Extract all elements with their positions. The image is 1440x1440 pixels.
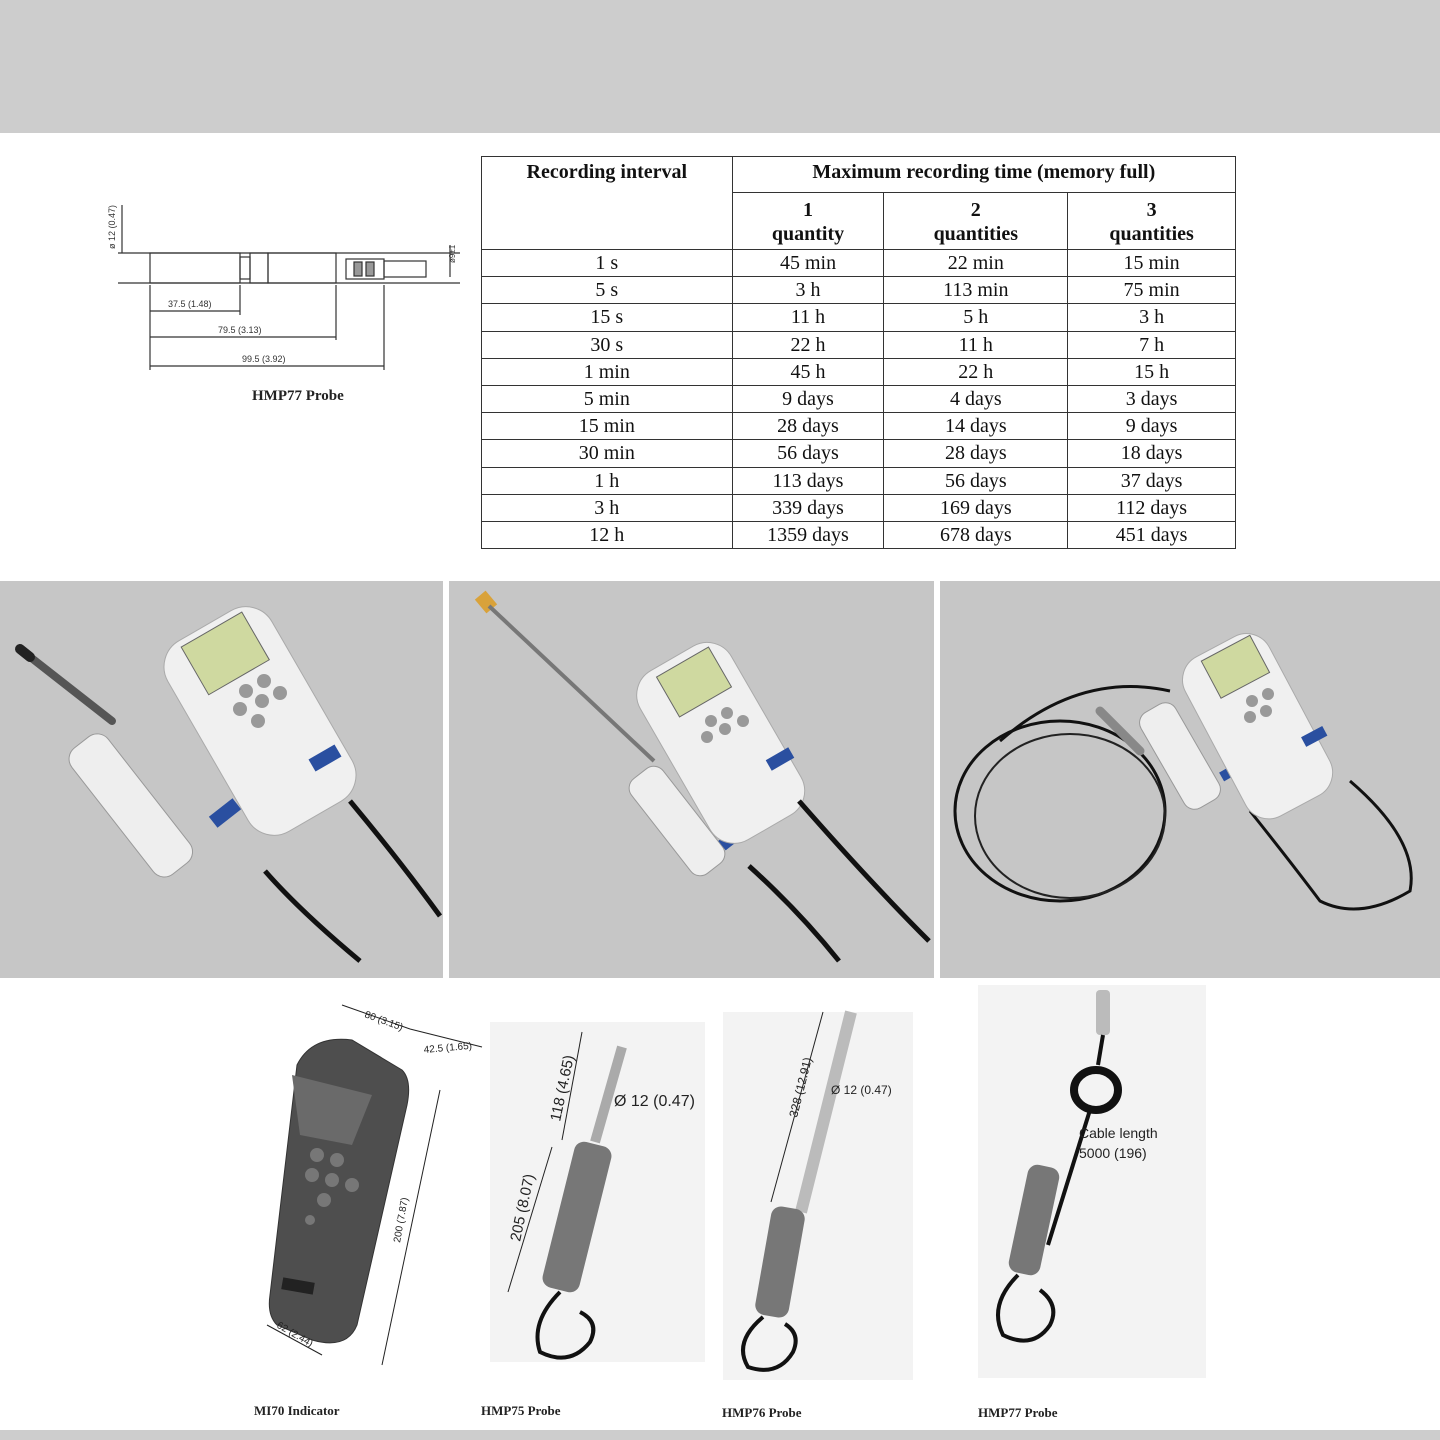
hmp77-side-label: ø9±1 bbox=[448, 244, 457, 263]
hmp77-dim-1: 37.5 (1.48) bbox=[168, 299, 212, 309]
interval-cell: 5 s bbox=[482, 277, 733, 304]
subheader-3: 3 quantities bbox=[1068, 193, 1236, 250]
interval-cell: 3 h bbox=[482, 494, 733, 521]
time-cell: 5 h bbox=[884, 304, 1068, 331]
table-row bbox=[482, 467, 1236, 494]
table-row bbox=[482, 277, 1236, 304]
hmp77-dimension-drawing bbox=[107, 185, 470, 415]
table-row bbox=[482, 385, 1236, 412]
interval-cell: 30 s bbox=[482, 331, 733, 358]
mi70-dim-width: 80 (3.15) bbox=[362, 1009, 405, 1034]
bottom-gray-strip bbox=[0, 1430, 1440, 1440]
hmp77-cable-length-value: 5000 (196) bbox=[1079, 1145, 1147, 1161]
interval-cell: 15 s bbox=[482, 304, 733, 331]
hmp76-dim-diameter: Ø 12 (0.47) bbox=[831, 1083, 892, 1097]
hmp75-caption: HMP75 Probe bbox=[481, 1403, 561, 1418]
hmp75-dim-diameter: Ø 12 (0.47) bbox=[614, 1093, 695, 1110]
time-cell: 22 min bbox=[884, 250, 1068, 277]
time-cell: 3 h bbox=[1068, 304, 1236, 331]
time-cell: 37 days bbox=[1068, 467, 1236, 494]
time-cell: 339 days bbox=[732, 494, 884, 521]
hmp77-dim-2: 79.5 (3.13) bbox=[218, 325, 262, 335]
interval-cell: 1 h bbox=[482, 467, 733, 494]
time-cell: 112 days bbox=[1068, 494, 1236, 521]
interval-cell: 1 min bbox=[482, 358, 733, 385]
hmp75-drawing bbox=[490, 1022, 705, 1362]
time-cell: 28 days bbox=[884, 440, 1068, 467]
recording-table-body bbox=[482, 250, 1236, 549]
photo-mi70-hmp75 bbox=[0, 581, 443, 978]
time-cell: 45 min bbox=[732, 250, 884, 277]
interval-cell: 12 h bbox=[482, 521, 733, 548]
time-cell: 15 min bbox=[1068, 250, 1236, 277]
mi70-dim-base: 62 (2.44) bbox=[274, 1320, 315, 1350]
hmp77-photo-drawing bbox=[978, 985, 1206, 1378]
interval-cell: 15 min bbox=[482, 413, 733, 440]
mi70-dim-depth: 42.5 (1.65) bbox=[423, 1040, 473, 1056]
header-max-recording-time: Maximum recording time (memory full) bbox=[732, 157, 1235, 193]
header-recording-interval: Recording interval bbox=[482, 157, 733, 250]
time-cell: 3 days bbox=[1068, 385, 1236, 412]
time-cell: 18 days bbox=[1068, 440, 1236, 467]
time-cell: 22 h bbox=[884, 358, 1068, 385]
subheader-1: 1 quantity bbox=[732, 193, 884, 250]
time-cell: 22 h bbox=[732, 331, 884, 358]
hmp76-dim-length: 328 (12.91) bbox=[786, 1055, 815, 1119]
time-cell: 169 days bbox=[884, 494, 1068, 521]
hmp76-drawing bbox=[723, 1012, 913, 1380]
interval-cell: 1 s bbox=[482, 250, 733, 277]
interval-cell: 5 min bbox=[482, 385, 733, 412]
table-row bbox=[482, 494, 1236, 521]
hmp76-caption: HMP76 Probe bbox=[722, 1405, 802, 1420]
hmp77-caption: HMP77 Probe bbox=[978, 1405, 1058, 1420]
photo-mi70-hmp76 bbox=[449, 581, 934, 978]
interval-cell: 30 min bbox=[482, 440, 733, 467]
mi70-drawing bbox=[252, 995, 484, 1375]
time-cell: 9 days bbox=[732, 385, 884, 412]
table-row bbox=[482, 413, 1236, 440]
hmp77-cable-length-label: Cable length bbox=[1079, 1125, 1158, 1141]
hmp77-diameter-label: ø 12 (0.47) bbox=[107, 204, 117, 249]
time-cell: 11 h bbox=[884, 331, 1068, 358]
mi70-caption: MI70 Indicator bbox=[254, 1403, 340, 1418]
recording-time-table bbox=[481, 156, 1236, 549]
photo-mi70-hmp77 bbox=[940, 581, 1440, 978]
time-cell: 56 days bbox=[732, 440, 884, 467]
time-cell: 14 days bbox=[884, 413, 1068, 440]
time-cell: 1359 days bbox=[732, 521, 884, 548]
time-cell: 56 days bbox=[884, 467, 1068, 494]
time-cell: 15 h bbox=[1068, 358, 1236, 385]
time-cell: 678 days bbox=[884, 521, 1068, 548]
time-cell: 113 min bbox=[884, 277, 1068, 304]
hmp75-dim-body: 205 (8.07) bbox=[507, 1172, 539, 1243]
time-cell: 28 days bbox=[732, 413, 884, 440]
table-row bbox=[482, 358, 1236, 385]
time-cell: 7 h bbox=[1068, 331, 1236, 358]
time-cell: 451 days bbox=[1068, 521, 1236, 548]
time-cell: 11 h bbox=[732, 304, 884, 331]
table-row bbox=[482, 521, 1236, 548]
time-cell: 9 days bbox=[1068, 413, 1236, 440]
hmp75-dim-tip: 118 (4.65) bbox=[547, 1053, 578, 1123]
table-row bbox=[482, 304, 1236, 331]
time-cell: 3 h bbox=[732, 277, 884, 304]
table-row bbox=[482, 440, 1236, 467]
subheader-2: 2 quantities bbox=[884, 193, 1068, 250]
table-row bbox=[482, 250, 1236, 277]
hmp77-dim-3: 99.5 (3.92) bbox=[242, 354, 286, 364]
table-row bbox=[482, 331, 1236, 358]
time-cell: 113 days bbox=[732, 467, 884, 494]
time-cell: 4 days bbox=[884, 385, 1068, 412]
time-cell: 45 h bbox=[732, 358, 884, 385]
top-gray-band bbox=[0, 0, 1440, 133]
hmp77-drawing-caption: HMP77 Probe bbox=[252, 388, 344, 404]
time-cell: 75 min bbox=[1068, 277, 1236, 304]
mi70-dim-height: 200 (7.87) bbox=[392, 1196, 411, 1244]
